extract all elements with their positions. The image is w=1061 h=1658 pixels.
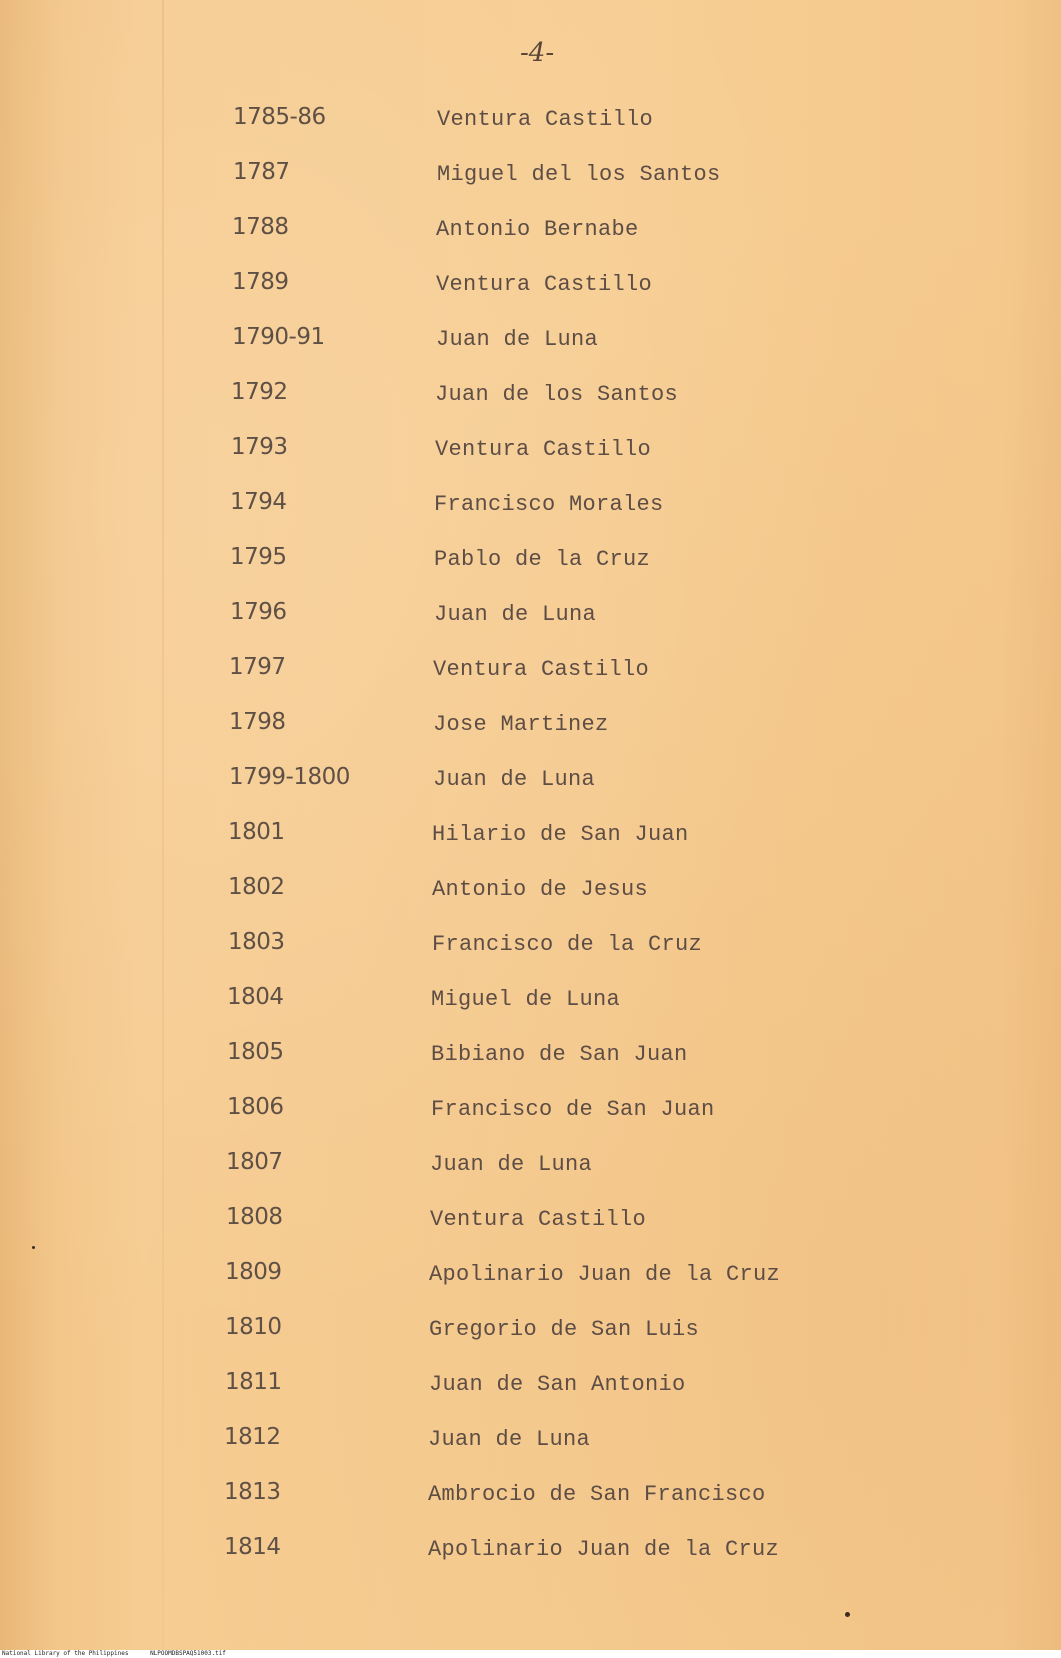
record-row: [0, 1259, 1061, 1299]
record-name: Ventura Castillo: [436, 272, 653, 297]
record-year: 1807: [226, 1149, 283, 1175]
record-name: Juan de los Santos: [435, 382, 679, 407]
record-name: Ventura Castillo: [433, 657, 650, 682]
footer-library: National Library of the Philippines: [2, 1650, 129, 1657]
record-name: Juan de Luna: [434, 602, 597, 627]
record-row: [0, 1204, 1061, 1244]
record-name: Juan de San Antonio: [429, 1372, 686, 1397]
record-year: 1793: [231, 434, 288, 460]
record-row: [0, 1314, 1061, 1354]
record-name: Francisco de la Cruz: [432, 932, 703, 957]
record-year: 1794: [230, 489, 287, 515]
record-row: [0, 874, 1061, 914]
record-row: [0, 324, 1061, 364]
record-year: 1810: [225, 1314, 282, 1340]
record-row: [0, 434, 1061, 474]
record-row: [0, 1094, 1061, 1134]
paper-speck: [845, 1612, 850, 1617]
record-name: Ventura Castillo: [437, 107, 654, 132]
record-year: 1796: [230, 599, 287, 625]
record-name: Ventura Castillo: [430, 1207, 647, 1232]
record-year: 1812: [224, 1424, 281, 1450]
record-year: 1808: [226, 1204, 283, 1230]
record-row: [0, 929, 1061, 969]
record-row: [0, 214, 1061, 254]
record-year: 1802: [228, 874, 285, 900]
record-year: 1798: [229, 709, 286, 735]
record-year: 1814: [224, 1534, 281, 1560]
record-row: [0, 984, 1061, 1024]
record-name: Juan de Luna: [433, 767, 596, 792]
record-name: Miguel del los Santos: [437, 162, 721, 187]
record-year: 1789: [232, 269, 289, 295]
record-year: 1805: [227, 1039, 284, 1065]
record-row: [0, 1424, 1061, 1464]
record-row: [0, 159, 1061, 199]
record-row: [0, 489, 1061, 529]
record-name: Antonio Bernabe: [436, 217, 639, 242]
record-row: [0, 1039, 1061, 1079]
record-name: Juan de Luna: [436, 327, 599, 352]
record-name: Pablo de la Cruz: [434, 547, 651, 572]
record-year: 1809: [225, 1259, 282, 1285]
record-row: [0, 709, 1061, 749]
record-name: Jose Martinez: [433, 712, 609, 737]
record-year: 1792: [231, 379, 288, 405]
record-year: 1785-86: [233, 104, 326, 130]
record-row: [0, 819, 1061, 859]
scan-footer: [0, 1650, 1061, 1658]
record-row: [0, 379, 1061, 419]
record-name: Hilario de San Juan: [432, 822, 689, 847]
record-row: [0, 1534, 1061, 1574]
record-row: [0, 764, 1061, 804]
paper-speck: [32, 1246, 35, 1249]
record-name: Gregorio de San Luis: [429, 1317, 700, 1342]
record-row: [0, 1149, 1061, 1189]
record-row: [0, 599, 1061, 639]
record-year: 1804: [227, 984, 284, 1010]
record-year: 1788: [232, 214, 289, 240]
record-row: [0, 269, 1061, 309]
record-year: 1795: [230, 544, 287, 570]
record-name: Miguel de Luna: [431, 987, 621, 1012]
record-name: Francisco Morales: [434, 492, 664, 517]
record-row: [0, 544, 1061, 584]
record-name: Juan de Luna: [430, 1152, 593, 1177]
record-year: 1797: [229, 654, 286, 680]
record-name: Francisco de San Juan: [431, 1097, 715, 1122]
record-year: 1799-1800: [229, 764, 350, 790]
record-name: Apolinario Juan de la Cruz: [428, 1537, 780, 1562]
record-row: [0, 1479, 1061, 1519]
record-year: 1787: [233, 159, 290, 185]
record-year: 1790-91: [232, 324, 325, 350]
record-row: [0, 654, 1061, 694]
record-year: 1813: [224, 1479, 281, 1505]
record-year: 1801: [228, 819, 285, 845]
footer-file: NLPOOMDBSPAQ51003.tif: [150, 1650, 226, 1657]
record-name: Ventura Castillo: [435, 437, 652, 462]
record-row: [0, 1369, 1061, 1409]
page-number: -4-: [520, 38, 555, 68]
record-name: Juan de Luna: [428, 1427, 591, 1452]
record-row: [0, 104, 1061, 144]
record-name: Bibiano de San Juan: [431, 1042, 688, 1067]
record-name: Apolinario Juan de la Cruz: [429, 1262, 781, 1287]
record-name: Antonio de Jesus: [432, 877, 649, 902]
record-year: 1806: [227, 1094, 284, 1120]
record-year: 1811: [225, 1369, 282, 1395]
record-name: Ambrocio de San Francisco: [428, 1482, 766, 1507]
record-year: 1803: [228, 929, 285, 955]
